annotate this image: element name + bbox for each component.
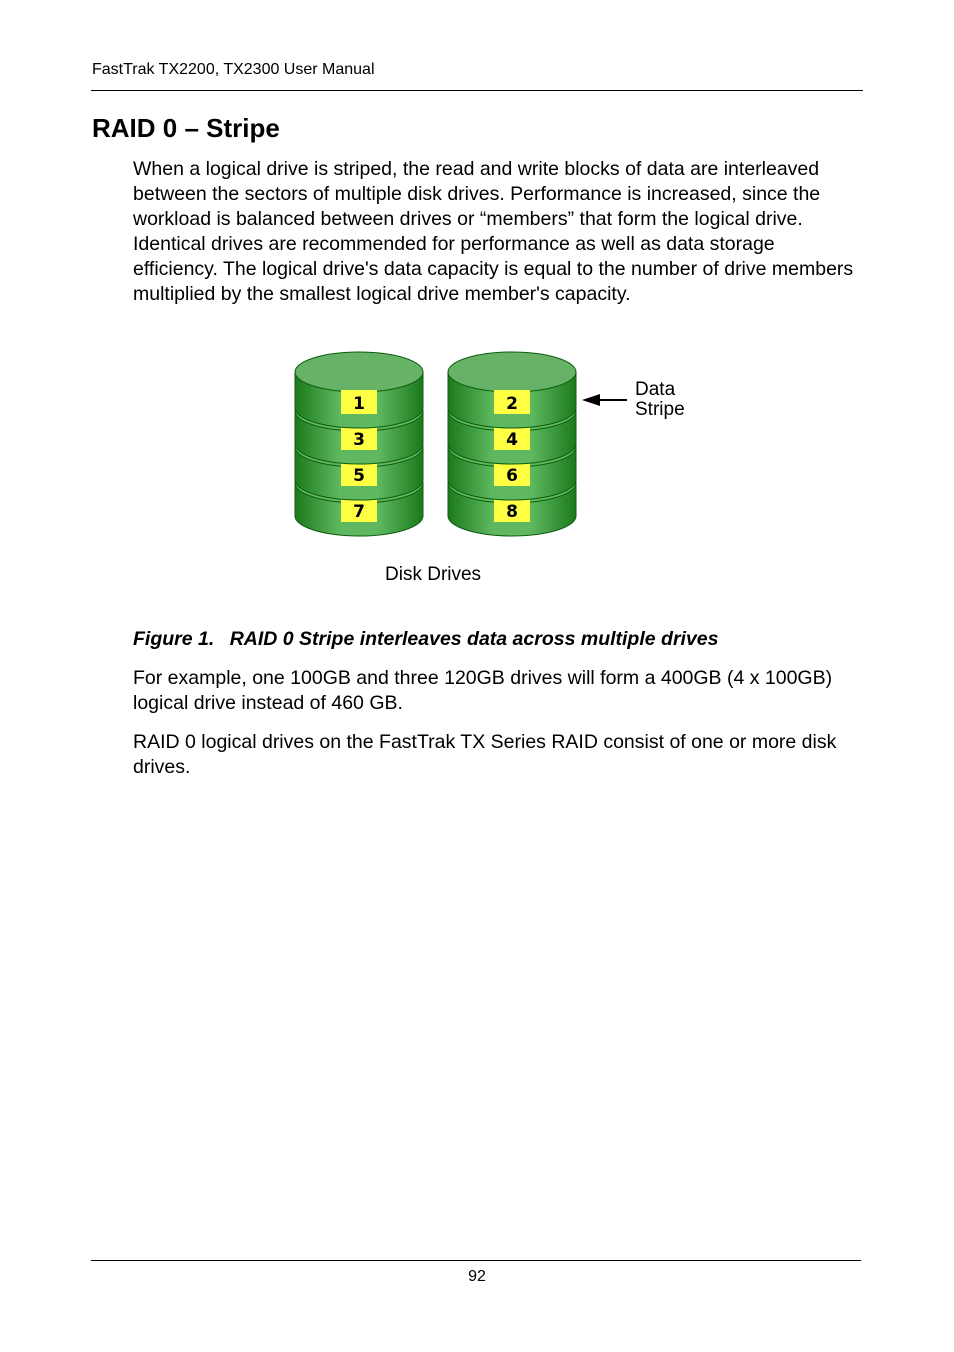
stripe-block-number: 5 bbox=[353, 466, 365, 486]
data-stripe-label-line1: Data bbox=[635, 379, 676, 400]
data-stripe-label-line2: Stripe bbox=[635, 399, 685, 420]
data-stripe-arrow bbox=[582, 394, 627, 406]
disk-drive-1 bbox=[295, 352, 423, 536]
drives-group bbox=[295, 352, 576, 536]
disk-segment bbox=[448, 352, 576, 428]
section-title: RAID 0 – Stripe bbox=[92, 113, 280, 143]
header-title: FastTrak TX2200, TX2300 User Manual bbox=[92, 61, 375, 78]
intro-paragraph: When a logical drive is striped, the read and write blocks of data are interleaved between the sectors of multiple disk drives. Performance is increased, since the workload is balanced between drives or “members” that form the logical drive. Identical drives are recommended for performance as well as data storage efficiency. The logical drive's data capacity is equal to the number of drive members multiplied by the smallest logical drive member's capacity. bbox=[133, 158, 854, 305]
page-number: 92 bbox=[468, 1268, 486, 1285]
composition-paragraph: RAID 0 logical drives on the FastTrak TX Series RAID consist of one or more disk drives. bbox=[133, 731, 837, 778]
raid0-stripe-diagram bbox=[280, 345, 700, 590]
stripe-block-number: 1 bbox=[353, 394, 365, 414]
disk-segment bbox=[295, 352, 423, 428]
stripe-block-number: 7 bbox=[353, 502, 365, 522]
stripe-block-number: 4 bbox=[506, 430, 518, 450]
header-divider bbox=[91, 90, 863, 91]
disk-drives-illustration bbox=[280, 345, 700, 590]
figure-caption-text: RAID 0 Stripe interleaves data across multiple drives bbox=[229, 628, 719, 650]
stripe-block-number: 2 bbox=[506, 394, 518, 414]
example-paragraph: For example, one 100GB and three 120GB drives will form a 400GB (4 x 100GB) logical drive instead of 460 GB. bbox=[133, 667, 833, 714]
figure-caption bbox=[133, 628, 718, 651]
stripe-block-number: 8 bbox=[506, 502, 518, 522]
stripe-block-number: 3 bbox=[353, 430, 365, 450]
disk-drives-label: Disk Drives bbox=[385, 564, 482, 585]
footer-divider bbox=[91, 1260, 861, 1261]
figure-caption-label: Figure 1. bbox=[133, 628, 215, 650]
disk-drive-2 bbox=[448, 352, 576, 536]
stripe-block-number: 6 bbox=[506, 466, 518, 486]
